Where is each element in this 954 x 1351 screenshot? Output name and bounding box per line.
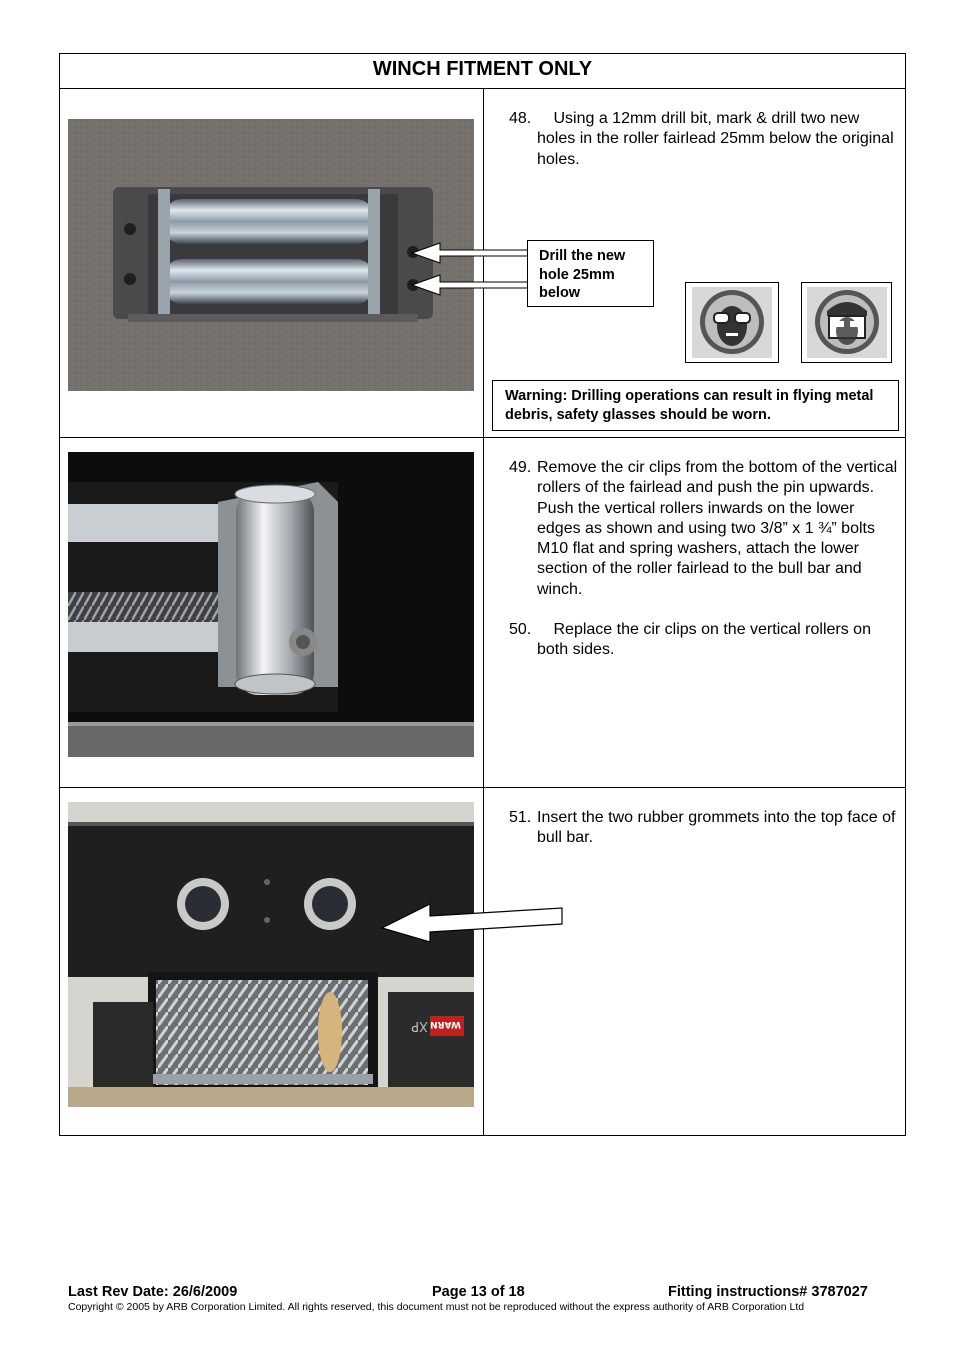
step-48-number: 48. <box>509 110 532 127</box>
step-row-48 <box>60 89 905 438</box>
section-title: WINCH FITMENT ONLY <box>60 54 905 89</box>
photo-bull-bar-grommets <box>68 802 474 1107</box>
warning-callout <box>492 380 899 431</box>
arrow-to-grommet-icon <box>380 896 565 946</box>
column-divider <box>483 788 484 1135</box>
step-48-text: Using a 12mm drill bit, mark & drill two new holes in the roller fairlead 25mm below the original holes. <box>537 110 894 168</box>
safety-glasses-icon <box>685 282 779 363</box>
step-49 <box>509 458 899 600</box>
step-49-number: 49. <box>509 459 532 476</box>
page-number: Page 13 of 18 <box>432 1284 525 1300</box>
step-50-number: 50. <box>509 621 532 638</box>
copyright-notice: Copyright © 2005 by ARB Corporation Limited. All rights reserved, this document must not be reproduced without the express authority of ARB Corporation Ltd <box>68 1301 805 1313</box>
column-divider <box>483 438 484 787</box>
step-51-text: Insert the two rubber grommets into the top face of bull bar. <box>537 809 896 847</box>
arrow-to-holes-icon <box>410 239 535 299</box>
fitting-instructions-number: Fitting instructions# 3787027 <box>668 1284 868 1300</box>
step-48 <box>509 109 899 170</box>
step-49-text: Remove the cir clips from the bottom of the vertical rollers of the fairlead and push the pin upwards. Push the vertical rollers inwards on the lower edges as shown and using two 3/8” x 1 ¾” bolts M10 flat and spring washers, attach the lower section of the roller fairlead to the bull bar and winch. <box>537 459 898 598</box>
warning-text: Warning: Drilling operations can result in flying metal debris, safety glasses should be worn. <box>505 388 874 423</box>
step-51-number: 51. <box>509 809 532 826</box>
rev-date: Last Rev Date: 26/6/2009 <box>68 1284 238 1300</box>
drill-callout-text: Drill the new hole 25mm below <box>539 248 626 301</box>
photo-vertical-roller <box>68 452 474 757</box>
step-50 <box>509 620 899 661</box>
instructions-table <box>59 53 906 1136</box>
photo-label-xp: XP <box>411 1018 428 1033</box>
photo-label-warn: WARN <box>430 1019 461 1029</box>
drill-callout <box>527 240 654 307</box>
step-row-49-50 <box>60 438 905 788</box>
step-row-51 <box>60 788 905 1135</box>
face-shield-icon <box>801 282 892 363</box>
step-50-text: Replace the cir clips on the vertical rollers on both sides. <box>537 621 871 659</box>
step-51 <box>509 808 899 849</box>
